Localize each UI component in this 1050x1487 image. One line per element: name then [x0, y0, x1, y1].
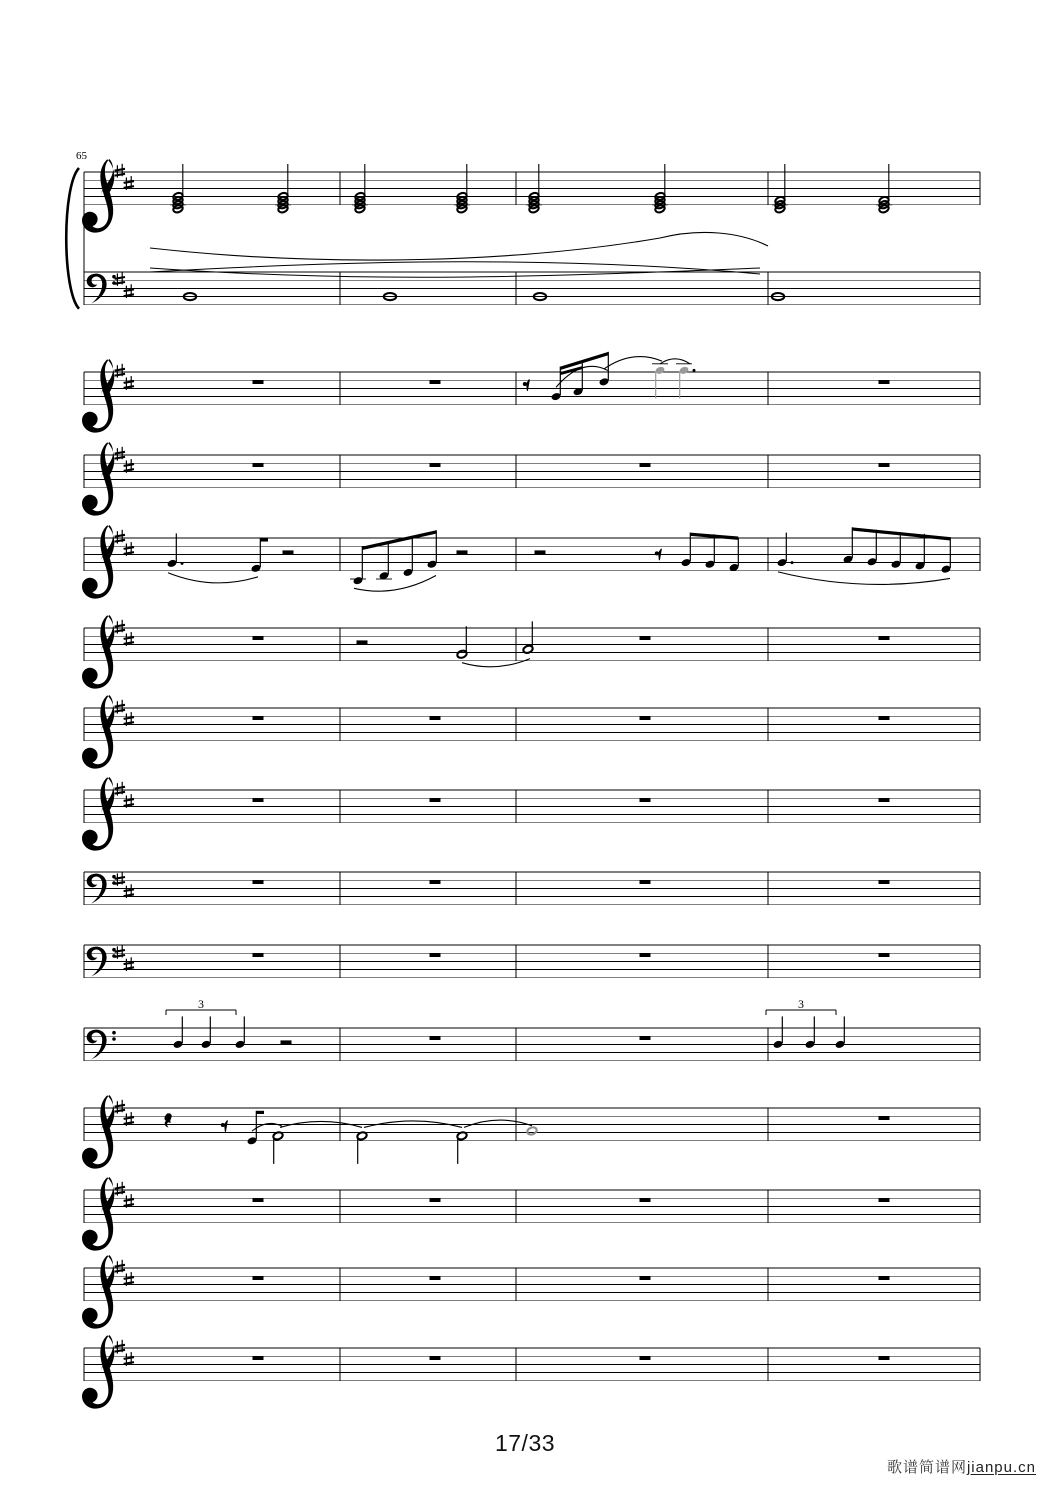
- svg-text:3: 3: [798, 997, 804, 1011]
- watermark-site-url: jianpu.cn: [966, 1459, 1036, 1476]
- svg-text:3: 3: [198, 997, 204, 1011]
- watermark-site-name: 歌谱简谱网: [886, 1459, 967, 1476]
- watermark: [887, 1456, 1036, 1477]
- page-number: 17/33: [494, 1430, 556, 1456]
- measure-number: 65: [76, 150, 87, 162]
